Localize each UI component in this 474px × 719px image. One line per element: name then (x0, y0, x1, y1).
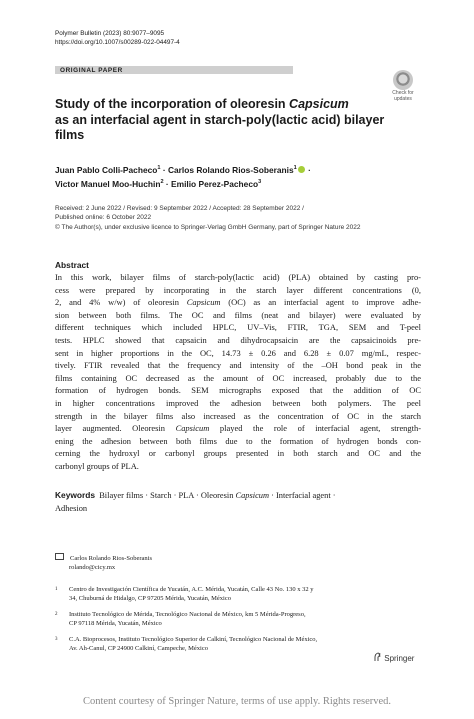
author-name: Emilio Perez-Pacheco (171, 179, 259, 189)
abstract-line: cerning the hydroxyl or carbonyl groups presented in both starch and OC and the (55, 448, 421, 459)
corresponding-author: Carlos Rolando Rios-Soberanis (70, 555, 152, 562)
title-line: films (55, 128, 85, 143)
article-type-label: ORIGINAL PAPER (60, 66, 123, 74)
check-updates-label: Check for updates (392, 90, 414, 102)
abstract-line: In this work, bilayer films of starch-poly(lactic acid) (PLA) obtained by casting pro- (55, 272, 421, 282)
abstract-line: films containing OC decreased as the amount of OC increased, probably due to the (55, 372, 421, 383)
abstract-line: tively. FTIR revealed that the frequency and intensity of the –OH bond peak in the (55, 360, 421, 371)
doi-link[interactable]: https://doi.org/10.1007/s00289-022-04497-4 (55, 39, 180, 46)
abstract-line: 2, and 4% w/w) of oleoresin Capsicum (OC) as an interfacial agent to improve adhe- (55, 297, 422, 308)
keywords-label: Keywords (55, 490, 96, 500)
abstract-line: layer augmented. Oleoresin Capsicum played the role of interfacial agent, strength- (55, 423, 421, 434)
title-line: Study of the incorporation of oleoresin Capsicum (55, 97, 349, 111)
publication-dates: Received: 2 June 2022 / Revised: 9 September 2022 / Accepted: 28 September 2022 / Published online: 6 October 2022 © The Author(s), under exclusive licence to Springer-Verlag GmbH Germany, part of Springer Nature 2022 (55, 205, 361, 231)
copyright-notice: © The Author(s), under exclusive licence to Springer-Verlag GmbH Germany, part of Springer Nature 2022 (55, 223, 361, 231)
abstract-line: sion between both films. The OC and films (neat and bilayer) were evaluated by (55, 309, 421, 320)
abstract-line: sent in higher proportions in the OC, 14.73 ± 0.26 and 6.28 ± 0.07 mg/mL, respec- (55, 347, 421, 358)
abstract-line: strength in the bilayer films also increased as the concentration of OC in the starch (55, 410, 421, 421)
journal-citation: Polymer Bulletin (2023) 80:9077–9095 (55, 30, 165, 37)
author-name: Victor Manuel Moo-Huchin (55, 179, 161, 189)
abstract-line: tests. HPLC showed that capsaicin and dihydrocapsaicin are the capsaicinoids pre- (55, 334, 421, 345)
abstract-line: formation of hydrogen bonds. SEM micrographs exposed that the addition of OC (55, 385, 421, 396)
journal-header (55, 29, 180, 47)
abstract-heading: Abstract (55, 260, 89, 270)
publisher-name: Springer (384, 654, 415, 663)
abstract-line: ening the adhesion between both films due to the formation of hydrogen bonds con- (55, 435, 421, 446)
abstract-line: carbonyl groups of PLA. (55, 460, 139, 471)
keywords: Keywords Bilayer films · Starch · PLA · Oleoresin Capsicum · Interfacial agent · Adhesion (55, 490, 336, 513)
springer-horse-icon (373, 652, 382, 662)
check-updates-icon (393, 70, 413, 90)
abstract-line: in higher concentrations improved the adhesion between both polymers. The peel (55, 397, 421, 408)
abstract-line: cess were prepared by incorporating in the starch layer different concentrations (0, (55, 284, 421, 295)
author-list: Juan Pablo Colli-Pacheco$^1$ · Carlos Rolando Rios-Soberanis$^1$ · Victor Manuel Moo-Huchin$^2$ · Emilio Perez-Pacheco$^3$ (55, 165, 311, 189)
abstract-line: different techniques which included HPLC, UV–Vis, FTIR, TGA, SEM and T-peel (55, 322, 421, 333)
title-line: as an interfacial agent in starch-poly(lactic acid) bilayer (55, 112, 385, 127)
article-title (55, 97, 395, 144)
author-email[interactable]: rolando@cicy.mx (69, 564, 116, 572)
author-name: Juan Pablo Colli-Pacheco (55, 165, 158, 175)
envelope-icon (55, 553, 64, 560)
orcid-icon[interactable] (298, 166, 305, 173)
publisher-logo (373, 652, 414, 663)
courtesy-footer: Content courtesy of Springer Nature, terms of use apply. Rights reserved. (82, 696, 392, 707)
abstract-body (55, 271, 421, 473)
correspondence (55, 553, 152, 573)
author-name: Carlos Rolando Rios-Soberanis (167, 165, 294, 175)
